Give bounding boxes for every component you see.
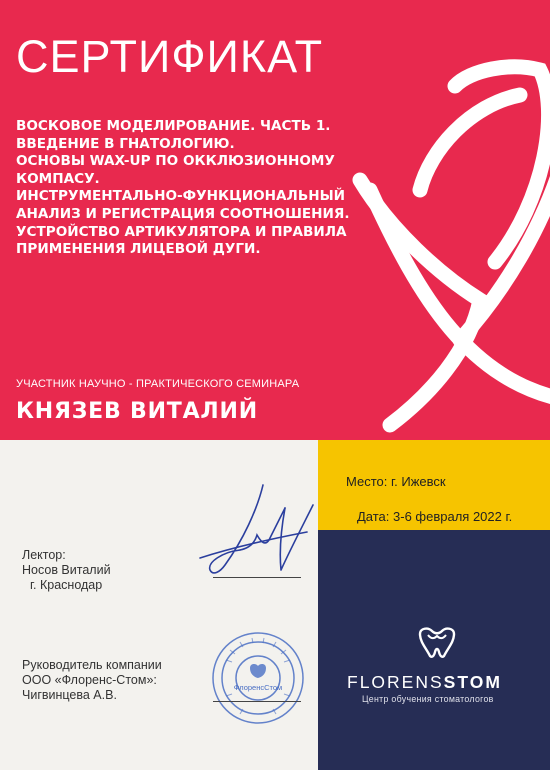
date-text: Дата: 3-6 февраля 2022 г. xyxy=(357,509,513,524)
course-line: АНАЛИЗ И РЕГИСТРАЦИЯ СООТНОШЕНИЯ. xyxy=(16,205,350,222)
brand-name xyxy=(347,672,502,693)
course-line: КОМПАСУ. xyxy=(16,170,100,187)
course-line: ПРИМЕНЕНИЯ ЛИЦЕВОЙ ДУГИ. xyxy=(16,241,261,258)
place-text: Место: г. Ижевск xyxy=(346,474,446,489)
director-company: ООО «Флоренс-Стом»: xyxy=(22,673,157,687)
lecturer-label: Лектор: xyxy=(22,548,66,562)
participant-name: КНЯЗЕВ ВИТАЛИЙ xyxy=(16,399,258,424)
certificate-title: СЕРТИФИКАТ xyxy=(16,31,324,82)
brand-name-part1: FLORENS xyxy=(347,672,444,692)
course-line: ИНСТРУМЕНТАЛЬНО-ФУНКЦИОНАЛЬНЫЙ xyxy=(16,188,346,205)
course-line: ВОСКОВОЕ МОДЕЛИРОВАНИЕ. ЧАСТЬ 1. xyxy=(16,118,331,134)
lecturer-city: г. Краснодар xyxy=(30,578,103,592)
course-line: ОСНОВЫ WAX-UP ПО ОККЛЮЗИОННОМУ xyxy=(16,153,335,170)
signature-mark xyxy=(195,480,320,590)
brand-tagline: Центр обучения стоматологов xyxy=(362,694,494,704)
participant-label: УЧАСТНИК НАУЧНО - ПРАКТИЧЕСКОГО СЕМИНАРА xyxy=(16,378,300,390)
director-title: Руководитель компании xyxy=(22,658,162,672)
lecturer-block xyxy=(22,548,111,593)
course-line: ВВЕДЕНИЕ В ГНАТОЛОГИЮ. xyxy=(16,135,235,152)
lecturer-name: Носов Виталий xyxy=(22,563,111,577)
director-name: Чигвинцева А.В. xyxy=(22,688,117,702)
director-block xyxy=(22,658,162,703)
brand-name-part2: STOM xyxy=(443,672,502,692)
seal-text: ФлоренсСтом xyxy=(233,683,283,692)
course-title xyxy=(16,118,376,259)
company-seal xyxy=(210,630,306,726)
course-line: УСТРОЙСТВО АРТИКУЛЯТОРА И ПРАВИЛА xyxy=(16,223,347,240)
director-signature-line xyxy=(213,701,301,702)
tooth-crown-icon xyxy=(416,626,458,660)
lecturer-signature-line xyxy=(213,577,301,578)
